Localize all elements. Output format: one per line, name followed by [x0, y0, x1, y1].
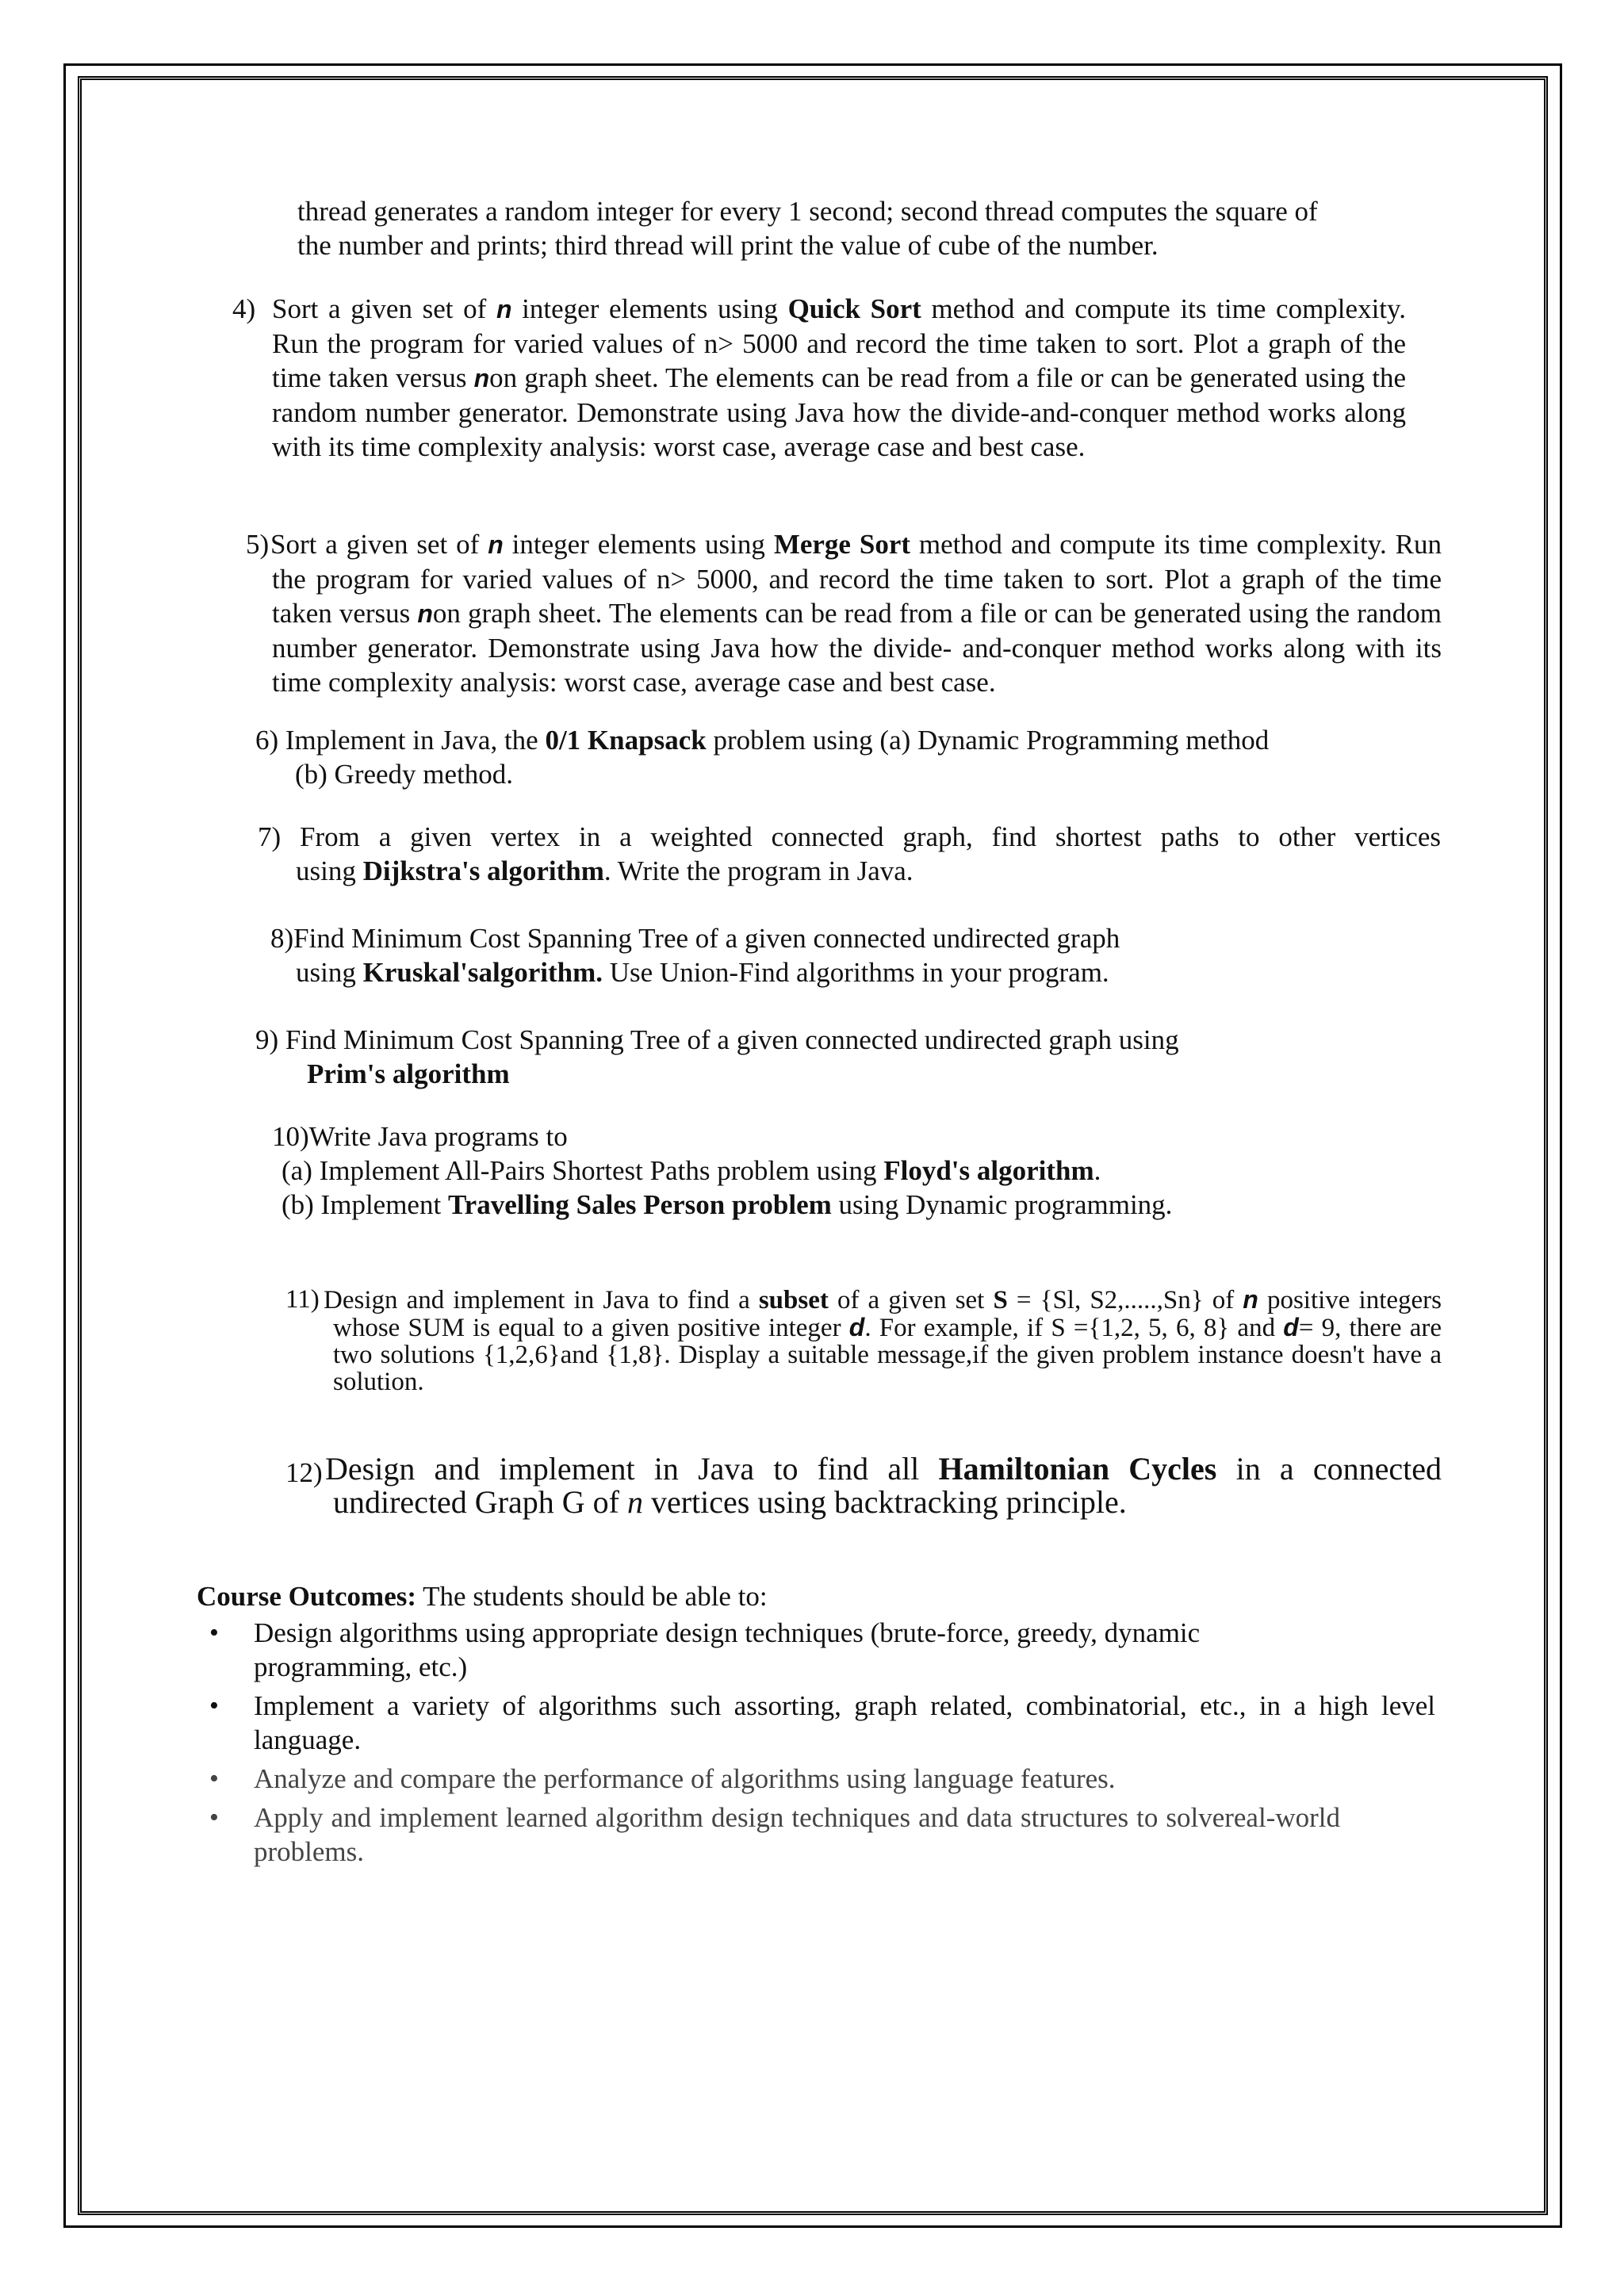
course-outcomes-list [254, 1616, 1435, 1873]
knapsack-term: 0/1 Knapsack [545, 725, 707, 756]
course-outcome-item: • Implement a variety of algorithms such assorting, graph related, combinatorial, etc., in a high level language. [254, 1689, 1435, 1757]
prim-term: Prim's algorithm [307, 1058, 510, 1089]
item-8: 8)Find Minimum Cost Spanning Tree of a given connected undirected graph using Kruskal'salgorithm. Use Union-Find algorithms in your program. [270, 923, 1120, 988]
item-11-text: Design and implement in Java to find a subset of a given set S = {Sl, S2,.....,Sn} of n positive integers whose SUM is equal to a given positive integer d. For example, if S ={1,2, 5, 6, 8} and d= 9, there are two solutions {1,2,6}and {1,8}. Display a suitable message,if the given problem instance doesn't have a solution. [324, 1285, 1442, 1396]
continuation-line-1: thread generates a random integer for every 1 second; second thread computes the square of [297, 196, 1318, 227]
item-10: 10)Write Java programs to (a) Implement All-Pairs Shortest Paths problem using Floyd's algorithm. (b) Implement Travelling Sales Person problem using Dynamic programming. [272, 1121, 1173, 1220]
item-3-continuation [297, 194, 1408, 262]
item-9: 9) Find Minimum Cost Spanning Tree of a given connected undirected graph using Prim's algorithm [255, 1024, 1179, 1089]
item-9-number: 9) [255, 1024, 279, 1055]
tsp-term: Travelling Sales Person problem [447, 1189, 832, 1220]
item-7-number: 7) [258, 821, 282, 852]
course-outcome-item: • Analyze and compare the performance of algorithms using language features. [254, 1762, 1435, 1796]
item-12-text: Design and implement in Java to find all Hamiltonian Cycles in a connected undirected Graph G of n vertices using backtracking principle. [325, 1451, 1442, 1520]
continuation-line-2: the number and prints; third thread will print the value of cube of the number. [297, 230, 1159, 261]
kruskal-term: Kruskal'salgorithm. [362, 957, 603, 988]
item-5-number: 5) [246, 529, 270, 560]
quick-sort-term: Quick Sort [787, 293, 921, 324]
course-outcomes-heading: Course Outcomes: The students should be able to: [197, 1581, 768, 1612]
item-10-number: 10) [272, 1121, 309, 1152]
merge-sort-term: Merge Sort [773, 529, 911, 560]
item-6-number: 6) [255, 725, 279, 756]
item-7: 7) From a given vertex in a weighted connected graph, find shortest paths to other vertices using Dijkstra's algorithm. Write the program in Java. [258, 821, 1441, 886]
item-4-number: 4) [232, 293, 256, 324]
hamiltonian-term: Hamiltonian Cycles [938, 1451, 1217, 1487]
item-8-number: 8) [270, 923, 294, 954]
floyd-term: Floyd's algorithm [883, 1155, 1094, 1186]
course-outcomes-title: Course Outcomes: [197, 1581, 417, 1612]
item-6: 6) Implement in Java, the 0/1 Knapsack problem using (a) Dynamic Programming method (b) Greedy method. [255, 725, 1270, 790]
dijkstra-term: Dijkstra's algorithm [362, 855, 604, 886]
item-5-text: Sort a given set of n integer elements using Merge Sort method and compute its time complexity. Run the program for varied values of n> 5000, and record the time taken to sort. Plot a graph of the time taken versus non graph sheet. The elements can be read from a file or can be generated using the random number generator. Demonstrate using Java how the divide- and-conquer method works along with its time complexity analysis: worst case, average case and best case. [270, 529, 1442, 698]
item-4-text: Sort a given set of n integer elements using Quick Sort method and compute its time complexity. Run the program for varied values of n> 5000 and record the time taken to sort. Plot a graph of the time taken versus non graph sheet. The elements can be read from a file or can be generated using the random number generator. Demonstrate using Java how the divide-and-conquer method works along with its time complexity analysis: worst case, average case and best case. [272, 293, 1407, 462]
item-12-number: 12) [285, 1457, 323, 1488]
course-outcome-item: • Apply and implement learned algorithm design techniques and data structures to solvereal-world problems. [254, 1800, 1340, 1869]
subset-term: subset [758, 1286, 829, 1314]
course-outcome-item: • Design algorithms using appropriate design techniques (brute-force, greedy, dynamic programming, etc.) [254, 1616, 1221, 1684]
item-11-number: 11) [285, 1285, 320, 1314]
